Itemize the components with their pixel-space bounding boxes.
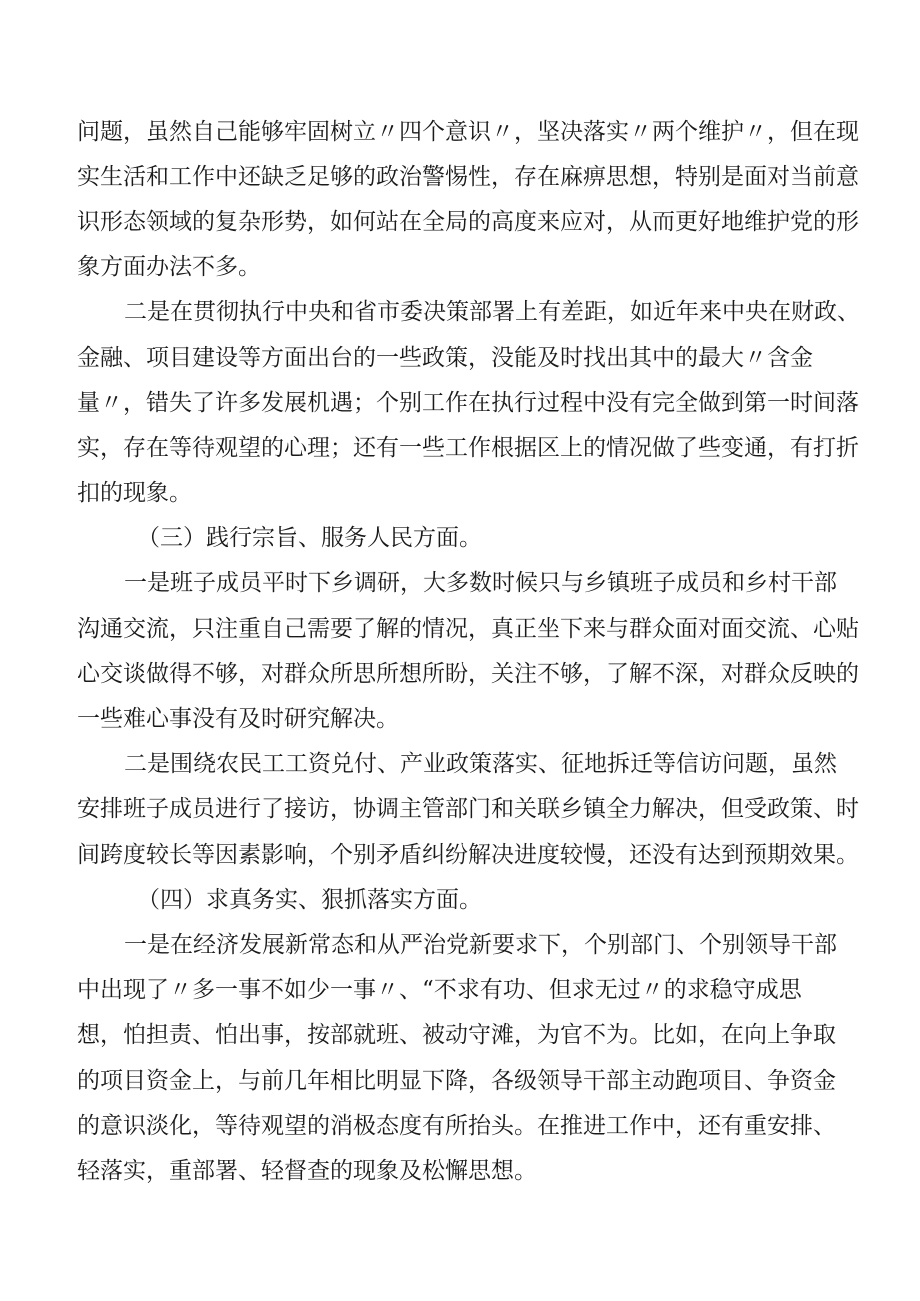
text-line: 沟通交流，只注重自己需要了解的情况，真正坐下来与群众面对面交流、心贴 (77, 616, 859, 642)
text-line: 想，怕担责、怕出事，按部就班、被动守滩，为官不为。比如，在向上争取 (77, 1022, 836, 1048)
text-line: 二是在贯彻执行中央和省市委决策部署上有差距，如近年来中央在财政、 (124, 299, 860, 325)
section-heading: （三）践行宗旨、服务人民方面。 (137, 525, 482, 551)
text-line: 量〃，错失了许多发展机遇；个别工作在执行过程中没有完全做到第一时间落 (77, 390, 859, 416)
text-line: 扣的现象。 (77, 480, 192, 506)
section-heading: （四）求真务实、狠抓落实方面。 (137, 887, 482, 913)
text-line: 一些难心事没有及时研究解决。 (77, 706, 399, 732)
text-line: 心交谈做得不够，对群众所思所想所盼，关注不够，了解不深，对群众反映的 (77, 661, 859, 687)
text-line: 金融、项目建设等方面出台的一些政策，没能及时找出其中的最大〃含金 (77, 345, 813, 371)
text-line: 问题，虽然自己能够牢固树立〃四个意识〃，坚决落实〃两个维护〃，但在现 (77, 119, 859, 145)
text-line: 的意识淡化，等待观望的消极态度有所抬头。在推进工作中，还有重安排、 (77, 1113, 836, 1139)
text-line: 二是围绕农民工工资兑付、产业政策落实、征地拆迁等信访问题，虽然 (124, 751, 837, 777)
text-line: 实，存在等待观望的心理；还有一些工作根据区上的情况做了些变通，有打折 (77, 435, 859, 461)
text-line: 实生活和工作中还缺乏足够的政治警惕性，存在麻痹思想，特别是面对当前意 (77, 164, 859, 190)
text-line: 的项目资金上，与前几年相比明显下降，各级领导干部主动跑项目、争资金 (77, 1068, 836, 1094)
text-line: 识形态领域的复杂形势，如何站在全局的高度来应对，从而更好地维护党的形 (77, 209, 859, 235)
text-line: 轻落实，重部署、轻督查的现象及松懈思想。 (77, 1158, 537, 1184)
text-line: 中出现了〃多一事不如少一事〃、“不求有功、但求无过〃的求稳守成思 (77, 977, 802, 1003)
text-line: 间跨度较长等因素影响，个别矛盾纠纷解决进度较慢，还没有达到预期效果。 (77, 842, 859, 868)
text-line: 安排班子成员进行了接访，协调主管部门和关联乡镇全力解决，但受政策、时 (77, 796, 859, 822)
text-line: 一是在经济发展新常态和从严治党新要求下，个别部门、个别领导干部 (124, 932, 837, 958)
text-line: 象方面办法不多。 (77, 254, 261, 280)
text-line: 一是班子成员平时下乡调研，大多数时候只与乡镇班子成员和乡村干部 (124, 570, 837, 596)
